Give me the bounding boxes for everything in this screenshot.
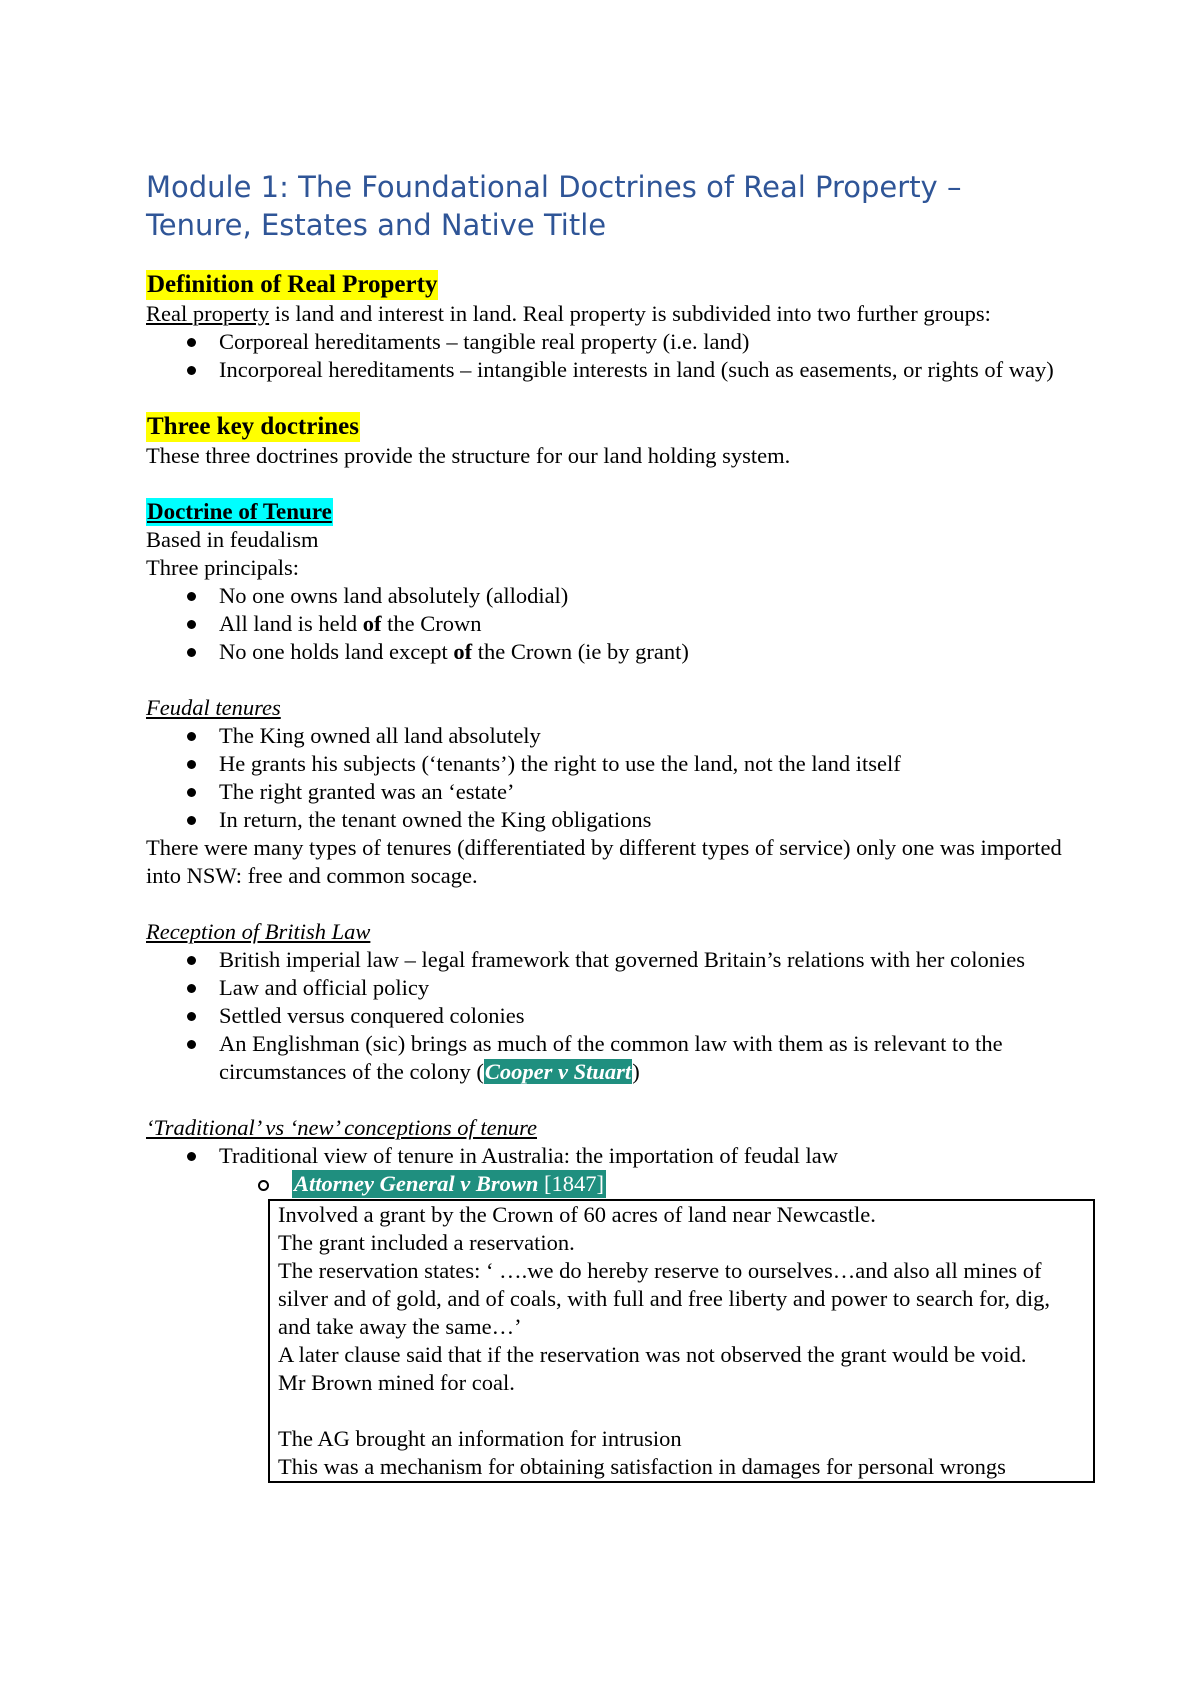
- bullet-icon: [187, 760, 196, 769]
- bullet-icon: [187, 338, 196, 347]
- list-item-text: Settled versus conquered colonies: [219, 1003, 525, 1028]
- heading-feudal: Feudal tenures: [146, 695, 281, 720]
- bullet-icon: [187, 620, 196, 629]
- bullet-icon: [187, 366, 196, 375]
- bullet-icon: [187, 1040, 196, 1049]
- section-reception: [146, 918, 1076, 1086]
- emphasis-of: of: [453, 639, 473, 664]
- list-item: [146, 722, 1076, 750]
- box-line: Involved a grant by the Crown of 60 acres of land near Newcastle.: [278, 1202, 876, 1227]
- conceptions-sublist: [146, 1170, 1076, 1198]
- list-item-text: All land is held: [219, 611, 363, 636]
- box-line: The grant included a reservation.: [278, 1230, 575, 1255]
- box-line: Mr Brown mined for coal.: [278, 1370, 515, 1395]
- list-item: [146, 778, 1076, 806]
- definition-intro: [146, 300, 1076, 328]
- feudal-list: [146, 722, 1076, 834]
- list-item: [146, 974, 1076, 1002]
- page-title: Module 1: The Foundational Doctrines of Real Property – Tenure, Estates and Native Title: [146, 170, 962, 242]
- list-item-text: The right granted was an ‘estate’: [219, 779, 515, 804]
- box-line-blank: [278, 1397, 1085, 1425]
- list-item: [146, 638, 1076, 666]
- tenure-list: [146, 582, 1076, 666]
- bullet-icon: [187, 816, 196, 825]
- bullet-icon: [187, 984, 196, 993]
- list-item-text: British imperial law – legal framework that governed Britain’s relations with her colonies: [219, 947, 1026, 972]
- box-line: This was a mechanism for obtaining satisfaction in damages for personal wrongs: [278, 1454, 1006, 1479]
- bullet-icon: [187, 1152, 196, 1161]
- list-item: [146, 1030, 1076, 1086]
- term-real-property: Real property: [146, 301, 270, 326]
- list-item: [146, 1002, 1076, 1030]
- definition-intro-rest: is land and interest in land. Real property is subdivided into two further groups:: [269, 301, 991, 326]
- case-summary-box: [268, 1199, 1095, 1483]
- case-citation-ag-v-brown: [292, 1170, 606, 1198]
- bullet-icon: [187, 1012, 196, 1021]
- key-doctrines-text: These three doctrines provide the structure for our land holding system.: [146, 443, 791, 468]
- reception-list: [146, 946, 1076, 1086]
- case-citation-cooper-v-stuart: Cooper v Stuart: [484, 1059, 632, 1084]
- list-item: [146, 946, 1076, 974]
- list-item: [146, 356, 1076, 384]
- section-key-doctrines: [146, 412, 1076, 470]
- section-conceptions: [146, 1114, 1076, 1483]
- section-tenure: [146, 498, 1076, 666]
- list-item: [146, 1142, 1076, 1170]
- sub-list-item: [146, 1170, 1076, 1198]
- list-item-text: The King owned all land absolutely: [219, 723, 541, 748]
- feudal-paragraph: There were many types of tenures (differentiated by different types of service) only one was imported into NSW: free and common socage.: [146, 835, 1062, 888]
- heading-tenure: Doctrine of Tenure: [147, 499, 332, 524]
- box-line: The AG brought an information for intrusion: [278, 1426, 682, 1451]
- heading-definition: Definition of Real Property: [147, 271, 438, 298]
- conceptions-list: [146, 1142, 1076, 1170]
- bullet-icon: [187, 788, 196, 797]
- document-body: [146, 168, 1076, 1483]
- list-item: [146, 750, 1076, 778]
- tenure-line2: Three principals:: [146, 555, 300, 580]
- heading-conceptions: ‘Traditional’ vs ‘new’ conceptions of tenure: [146, 1115, 537, 1140]
- list-item-text: the Crown (ie by grant): [472, 639, 689, 664]
- list-item: [146, 328, 1076, 356]
- list-item-text: ): [632, 1059, 640, 1084]
- list-item-text: No one owns land absolutely (allodial): [219, 583, 569, 608]
- bullet-icon: [187, 648, 196, 657]
- tenure-line1: Based in feudalism: [146, 527, 319, 552]
- list-item-text: Corporeal hereditaments – tangible real property (i.e. land): [219, 329, 750, 354]
- heading-reception: Reception of British Law: [146, 919, 371, 944]
- list-item-text: Law and official policy: [219, 975, 430, 1000]
- list-item: [146, 582, 1076, 610]
- list-item-text: He grants his subjects (‘tenants’) the right to use the land, not the land itself: [219, 751, 901, 776]
- bullet-icon: [187, 956, 196, 965]
- section-feudal: [146, 694, 1076, 890]
- list-item: [146, 610, 1076, 638]
- list-item-text: Incorporeal hereditaments – intangible interests in land (such as easements, or rights of way): [219, 357, 1054, 382]
- bullet-icon: [187, 592, 196, 601]
- list-item-text: No one holds land except: [219, 639, 454, 664]
- emphasis-of: of: [362, 611, 382, 636]
- heading-key-doctrines: Three key doctrines: [147, 413, 360, 440]
- list-item-text: An Englishman (sic) brings as much of the common law with them as is relevant to the circumstances of the colony (: [219, 1031, 1003, 1084]
- box-line: The reservation states: ‘ ….we do hereby reserve to ourselves…and also all mines of silver and of gold, and of coals, with full and free liberty and power to search for, dig, and take away the same…’: [278, 1258, 1050, 1339]
- box-line: A later clause said that if the reservation was not observed the grant would be void.: [278, 1342, 1027, 1367]
- list-item-text: In return, the tenant owned the King obligations: [219, 807, 652, 832]
- list-item: [146, 806, 1076, 834]
- section-definition: [146, 270, 1076, 384]
- case-name: Attorney General v Brown: [294, 1171, 539, 1196]
- list-item-text: the Crown: [381, 611, 482, 636]
- case-year: [1847]: [538, 1171, 605, 1196]
- hollow-bullet-icon: [258, 1180, 269, 1191]
- list-item-text: Traditional view of tenure in Australia: the importation of feudal law: [219, 1143, 839, 1168]
- definition-list: [146, 328, 1076, 384]
- bullet-icon: [187, 732, 196, 741]
